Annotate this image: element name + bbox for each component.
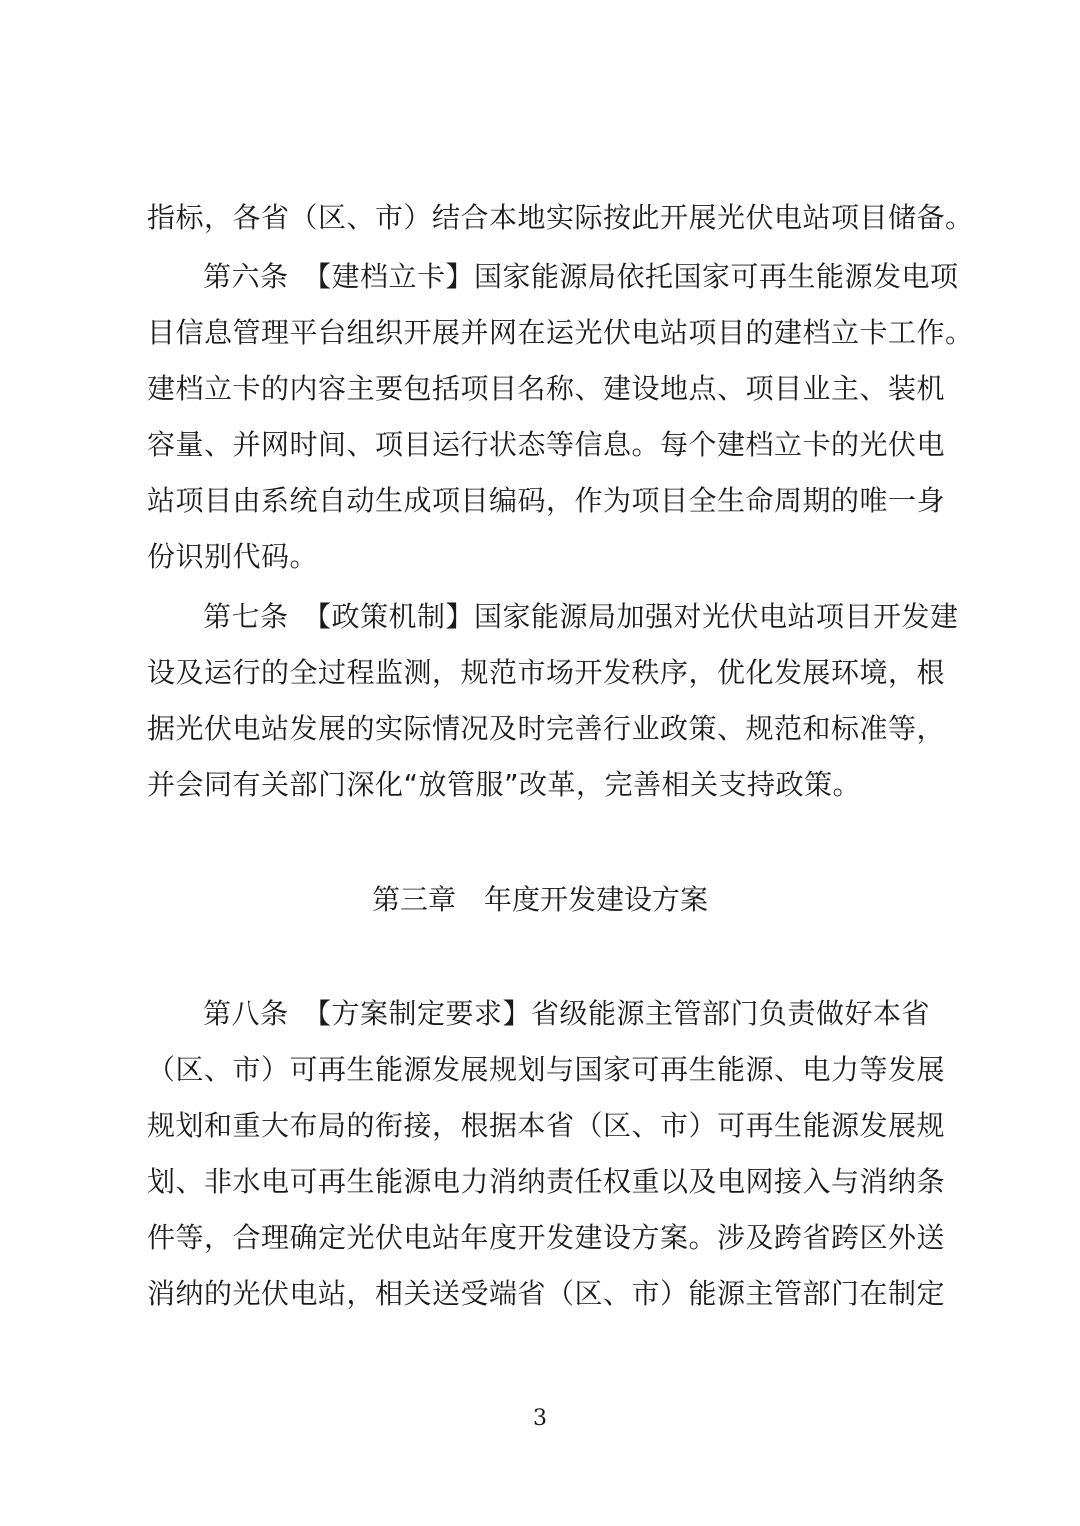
article-6-line-3: 建档立卡的内容主要包括项目名称、建设地点、项目业主、装机: [147, 372, 946, 405]
article-8-line-5: 件等，合理确定光伏电站年度开发建设方案。涉及跨省跨区外送: [147, 1221, 946, 1254]
article-7-line-4: 并会同有关部门深化“放管服”改革，完善相关支持政策。: [147, 768, 862, 801]
page-number: 3: [533, 1406, 547, 1431]
chapter-heading: 第三章 年度开发建设方案: [371, 883, 708, 916]
article-8-line-4: 划、非水电可再生能源电力消纳责任权重以及电网接入与消纳条: [147, 1165, 946, 1198]
article-7-line-2: 设及运行的全过程监测，规范市场开发秩序，优化发展环境，根: [147, 656, 946, 689]
article-7-line-3: 据光伏电站发展的实际情况及时完善行业政策、规范和标准等，: [147, 712, 946, 745]
article-6-line-6: 份识别代码。: [147, 540, 319, 573]
article-8-line-1: 第八条 【方案制定要求】省级能源主管部门负责做好本省: [203, 997, 931, 1030]
article-8-line-3: 规划和重大布局的衔接，根据本省（区、市）可再生能源发展规: [147, 1109, 946, 1142]
article-6-line-4: 容量、并网时间、项目运行状态等信息。每个建档立卡的光伏电: [147, 428, 946, 461]
article-8-line-2: （区、市）可再生能源发展规划与国家可再生能源、电力等发展: [147, 1053, 946, 1086]
article-6-line-2: 目信息管理平台组织开展并网在运光伏电站项目的建档立卡工作。: [147, 316, 974, 349]
article-6-line-1: 第六条 【建档立卡】国家能源局依托国家可再生能源发电项: [203, 260, 959, 293]
continuation-line: 指标，各省（区、市）结合本地实际按此开展光伏电站项目储备。: [147, 201, 974, 234]
article-7-line-1: 第七条 【政策机制】国家能源局加强对光伏电站项目开发建: [203, 600, 959, 633]
article-8-line-6: 消纳的光伏电站，相关送受端省（区、市）能源主管部门在制定: [147, 1277, 946, 1310]
article-6-line-5: 站项目由系统自动生成项目编码，作为项目全生命周期的唯一身: [147, 484, 946, 517]
